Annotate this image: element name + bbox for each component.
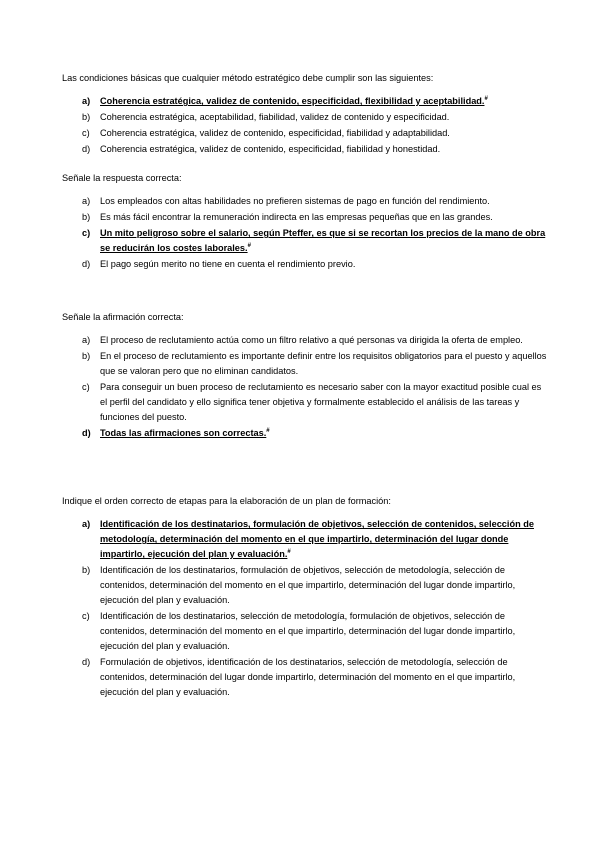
option-label: a) bbox=[82, 196, 91, 206]
option-label: c) bbox=[82, 228, 91, 238]
question-text: Señale la respuesta correcta: bbox=[62, 173, 182, 183]
option-text: Coherencia estratégica, aceptabilidad, fiabilidad, validez de contenido y especificidad. bbox=[100, 112, 450, 122]
option-label: d) bbox=[82, 657, 91, 667]
answer-option-b bbox=[62, 349, 548, 379]
option-label: c) bbox=[82, 382, 90, 392]
option-text: Coherencia estratégica, validez de contenido, especificidad, flexibilidad y aceptabilidad. bbox=[100, 96, 485, 106]
answer-option-a bbox=[62, 94, 548, 109]
question-text: Indique el orden correcto de etapas para la elaboración de un plan de formación: bbox=[62, 496, 391, 506]
answer-option-b bbox=[62, 210, 548, 225]
option-text: El proceso de reclutamiento actúa como un filtro relativo a qué personas va dirigida la oferta de empleo. bbox=[100, 335, 523, 345]
option-text: Para conseguir un buen proceso de reclutamiento es necesario saber con la mayor exactitud posible cual es el perfil del candidato y ello significa tener objetiva y formalmente establecido el análisis de las tareas y funciones del puesto. bbox=[100, 382, 542, 422]
option-label: a) bbox=[82, 335, 91, 345]
answer-option-c bbox=[62, 609, 548, 654]
answer-option-c bbox=[62, 226, 548, 256]
option-text: Coherencia estratégica, validez de contenido, especificidad, fiabilidad y adaptabilidad. bbox=[100, 128, 450, 138]
correct-answer-marker: # bbox=[484, 95, 488, 102]
option-text: Los empleados con altas habilidades no prefieren sistemas de pago en función del rendimiento. bbox=[100, 196, 490, 206]
answer-option-d bbox=[62, 142, 548, 157]
answer-option-a bbox=[62, 517, 548, 562]
answer-options bbox=[62, 517, 548, 700]
answer-option-b bbox=[62, 110, 548, 125]
answer-option-b bbox=[62, 563, 548, 608]
question-text: Señale la afirmación correcta: bbox=[62, 312, 184, 322]
question-1 bbox=[62, 71, 548, 158]
option-text: Es más fácil encontrar la remuneración indirecta en las empresas pequeñas que en las grandes. bbox=[100, 212, 493, 222]
option-label: c) bbox=[82, 128, 90, 138]
option-text: Formulación de objetivos, identificación de los destinatarios, selección de metodología, selección de contenidos, determinación del lugar donde impartirlo, determinación del momento en el que impartirlo, ejecución del plan y evaluación. bbox=[100, 657, 516, 697]
option-text: El pago según merito no tiene en cuenta el rendimiento previo. bbox=[100, 259, 356, 269]
option-label: b) bbox=[82, 565, 91, 575]
option-label: b) bbox=[82, 351, 91, 361]
answer-option-d bbox=[62, 257, 548, 272]
answer-option-a bbox=[62, 333, 548, 348]
question-4 bbox=[62, 494, 548, 701]
option-label: d) bbox=[82, 144, 91, 154]
correct-answer-marker: # bbox=[287, 548, 291, 555]
question-text: Las condiciones básicas que cualquier método estratégico debe cumplir son las siguientes: bbox=[62, 73, 434, 83]
question-3 bbox=[62, 310, 548, 442]
option-label: a) bbox=[82, 96, 91, 106]
answer-option-d bbox=[62, 426, 548, 441]
answer-option-c bbox=[62, 126, 548, 141]
option-text: Identificación de los destinatarios, selección de metodología, formulación de objetivos, selección de contenidos, determinación del momento en el que impartirlo, determinación del lugar donde impartirlo, ejecución del plan y evaluación. bbox=[100, 611, 516, 651]
option-text: Coherencia estratégica, validez de contenido, especificidad, fiabilidad y honestidad. bbox=[100, 144, 441, 154]
correct-answer-marker: # bbox=[266, 427, 270, 434]
question-2 bbox=[62, 171, 548, 273]
option-text: Un mito peligroso sobre el salario, según Pteffer, es que si se recortan los precios de la mano de obra se reducirán los costes laborales. bbox=[100, 228, 546, 253]
correct-answer-marker: # bbox=[247, 242, 251, 249]
option-text: Identificación de los destinatarios, formulación de objetivos, selección de contenidos, selección de metodología, determinación del momento en el que impartirlo, determinación del lugar donde impartirlo, ejecución del plan y evaluación. bbox=[100, 519, 534, 559]
answer-options bbox=[62, 194, 548, 272]
option-label: b) bbox=[82, 212, 91, 222]
option-text: En el proceso de reclutamiento es importante definir entre los requisitos obligatorios para el puesto y aquellos que se valoran pero que no eliminan candidatos. bbox=[100, 351, 547, 376]
option-label: d) bbox=[82, 259, 91, 269]
option-label: c) bbox=[82, 611, 90, 621]
answer-option-d bbox=[62, 655, 548, 700]
option-label: d) bbox=[82, 428, 91, 438]
option-text: Identificación de los destinatarios, formulación de objetivos, selección de metodología, selección de contenidos, determinación del momento en el que impartirlo, determinación del lugar donde impartirlo, ejecución del plan y evaluación. bbox=[100, 565, 516, 605]
option-label: a) bbox=[82, 519, 91, 529]
answer-options bbox=[62, 94, 548, 157]
answer-option-c bbox=[62, 380, 548, 425]
option-text: Todas las afirmaciones son correctas. bbox=[100, 428, 267, 438]
answer-option-a bbox=[62, 194, 548, 209]
option-label: b) bbox=[82, 112, 91, 122]
answer-options bbox=[62, 333, 548, 441]
